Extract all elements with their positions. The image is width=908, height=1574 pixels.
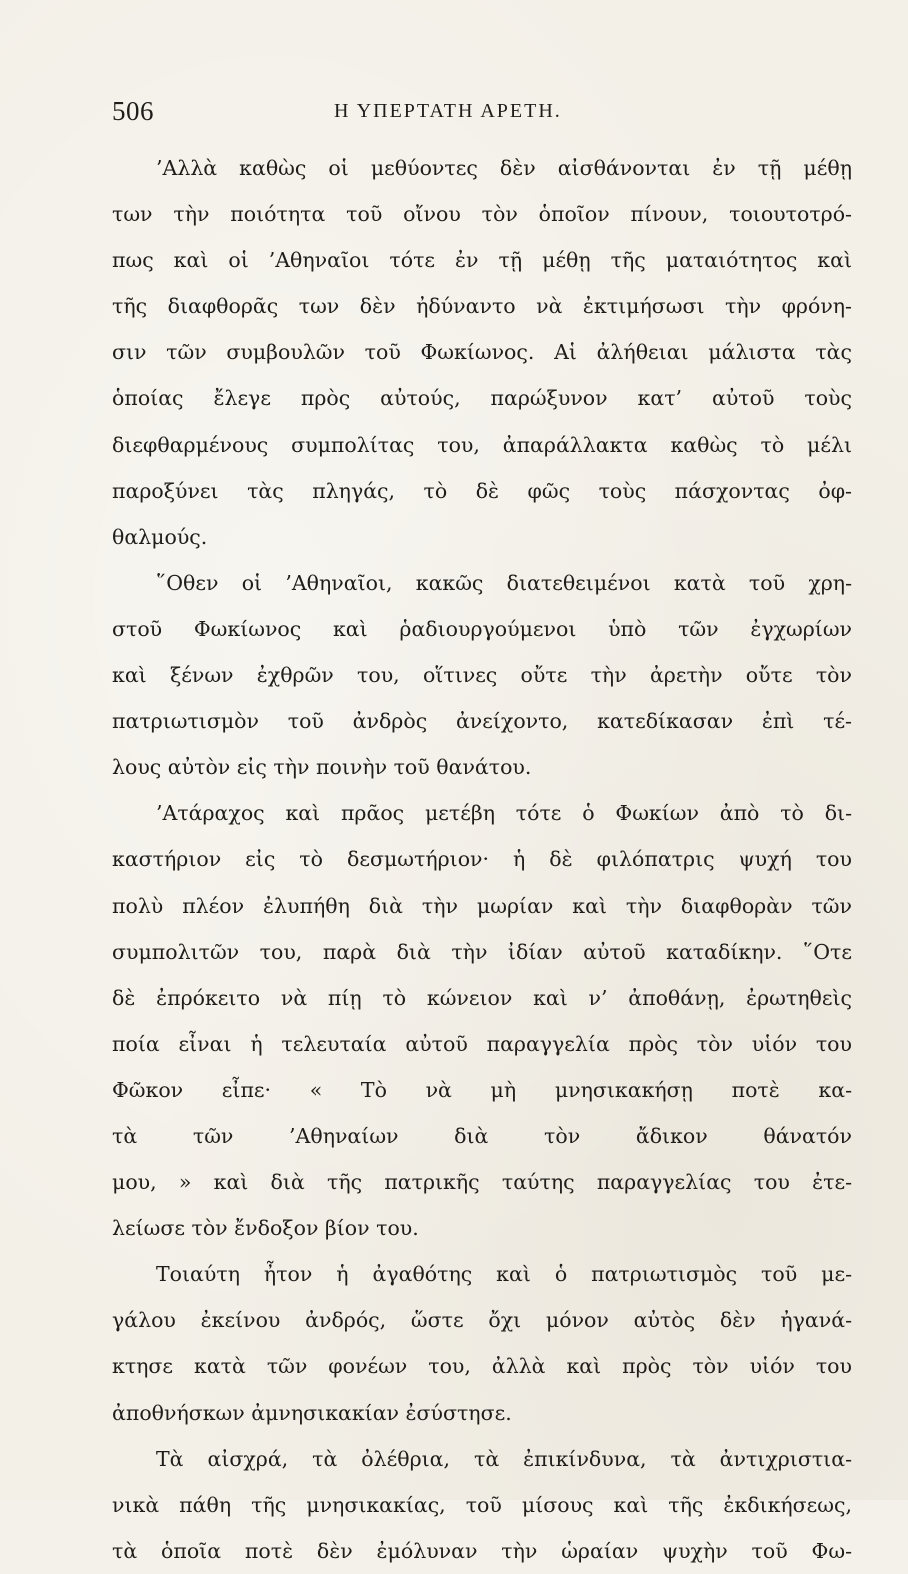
text-line: καὶ ξένων ἐχθρῶν του, οἵτινες οὔτε τὴν ἀρετὴν οὔτε τὸν	[112, 663, 852, 688]
text-line: γάλου ἐκείνου ἀνδρός, ὥστε ὄχι μόνον αὐτὸς δὲν ἠγανά-	[112, 1308, 852, 1333]
text-line: ῞Οθεν οἱ ’Αθηναῖοι, κακῶς διατεθειμένοι κατὰ τοῦ χρη-	[156, 570, 852, 595]
text-line: πολὺ πλέον ἐλυπήθη διὰ τὴν μωρίαν καὶ τὴν διαφθορὰν τῶν	[112, 893, 852, 918]
text-line: λους αὐτὸν εἰς τὴν ποινὴν τοῦ θανάτου.	[112, 755, 532, 780]
text-line: ’Ατάραχος καὶ πρᾶος μετέβη τότε ὁ Φωκίων ἀπὸ τὸ δι-	[156, 801, 852, 826]
text-line: Φῶκον εἶπε· « Τὸ νὰ μὴ μνησικακήσῃ ποτὲ κα-	[112, 1077, 852, 1102]
text-line: μου, » καὶ διὰ τῆς πατρικῆς ταύτης παραγγελίας του ἐτε-	[112, 1170, 852, 1195]
text-line: λείωσε τὸν ἔνδοξον βίον του.	[112, 1216, 419, 1241]
text-line: διεφθαρμένους συμπολίτας του, ἀπαράλλακτα καθὼς τὸ μέλι	[112, 432, 852, 457]
text-line: τὰ τῶν ’Αθηναίων διὰ τὸν ἄδικον θάνατόν	[112, 1123, 852, 1148]
text-line: πατριωτισμὸν τοῦ ἀνδρὸς ἀνείχοντο, κατεδίκασαν ἐπὶ τέ-	[112, 709, 852, 734]
text-line: των τὴν ποιότητα τοῦ οἴνου τὸν ὁποῖον πίνουν, τοιουτοτρό-	[112, 202, 852, 227]
text-line: Τὰ αἰσχρά, τὰ ὀλέθρια, τὰ ἐπικίνδυνα, τὰ ἀντιχριστια-	[156, 1446, 852, 1471]
text-line: Τοιαύτη ἦτον ἡ ἀγαθότης καὶ ὁ πατριωτισμὸς τοῦ με-	[156, 1262, 852, 1287]
text-line: ὁποίας ἔλεγε πρὸς αὐτούς, παρώξυνον κατ’ αὐτοῦ τοὺς	[112, 386, 852, 411]
text-line: κτησε κατὰ τῶν φονέων του, ἀλλὰ καὶ πρὸς τὸν υἱόν του	[112, 1354, 852, 1379]
text-line: πως καὶ οἱ ’Αθηναῖοι τότε ἐν τῇ μέθῃ τῆς ματαιότητος καὶ	[112, 248, 852, 273]
text-line: ’Αλλὰ καθὼς οἱ μεθύοντες δὲν αἰσθάνονται ἐν τῇ μέθῃ	[156, 156, 852, 180]
text-line: τὰ ὁποῖα ποτὲ δὲν ἐμόλυναν τὴν ὡραίαν ψυχὴν τοῦ Φω-	[112, 1538, 852, 1563]
text-line: δὲ ἐπρόκειτο νὰ πίῃ τὸ κώνειον καὶ ν’ ἀποθάνῃ, ἐρωτηθεὶς	[112, 985, 852, 1010]
text-line: συμπολιτῶν του, παρὰ διὰ τὴν ἰδίαν αὐτοῦ καταδίκην. ῞Οτε	[112, 939, 852, 964]
running-title: Η ΥΠΕΡΤΑΤΗ ΑΡΕΤΗ.	[334, 100, 562, 122]
text-line: καστήριον εἰς τὸ δεσμωτήριον· ἡ δὲ φιλόπατρις ψυχή του	[112, 847, 852, 872]
text-line: τῆς διαφθορᾶς των δὲν ἠδύναντο νὰ ἐκτιμήσωσι τὴν φρόνη-	[112, 294, 852, 319]
text-line: ποία εἶναι ἡ τελευταία αὐτοῦ παραγγελία πρὸς τὸν υἱόν του	[112, 1031, 852, 1056]
text-line: θαλμούς.	[112, 524, 208, 549]
page-header	[112, 96, 852, 136]
text-line: στοῦ Φωκίωνος καὶ ῥαδιουργούμενοι ὑπὸ τῶν ἐγχωρίων	[112, 616, 852, 641]
text-line: νικὰ πάθη τῆς μνησικακίας, τοῦ μίσους καὶ τῆς ἐκδικήσεως,	[112, 1492, 852, 1517]
text-line: παροξύνει τὰς πληγάς, τὸ δὲ φῶς τοὺς πάσχοντας ὀφ-	[112, 478, 852, 503]
text-line: ἀποθνήσκων ἀμνησικακίαν ἐσύστησε.	[112, 1400, 512, 1425]
text-line: σιν τῶν συμβουλῶν τοῦ Φωκίωνος. Αἱ ἀλήθειαι μάλιστα τὰς	[112, 340, 852, 365]
page-number: 506	[112, 96, 154, 126]
body-text	[112, 145, 852, 1574]
